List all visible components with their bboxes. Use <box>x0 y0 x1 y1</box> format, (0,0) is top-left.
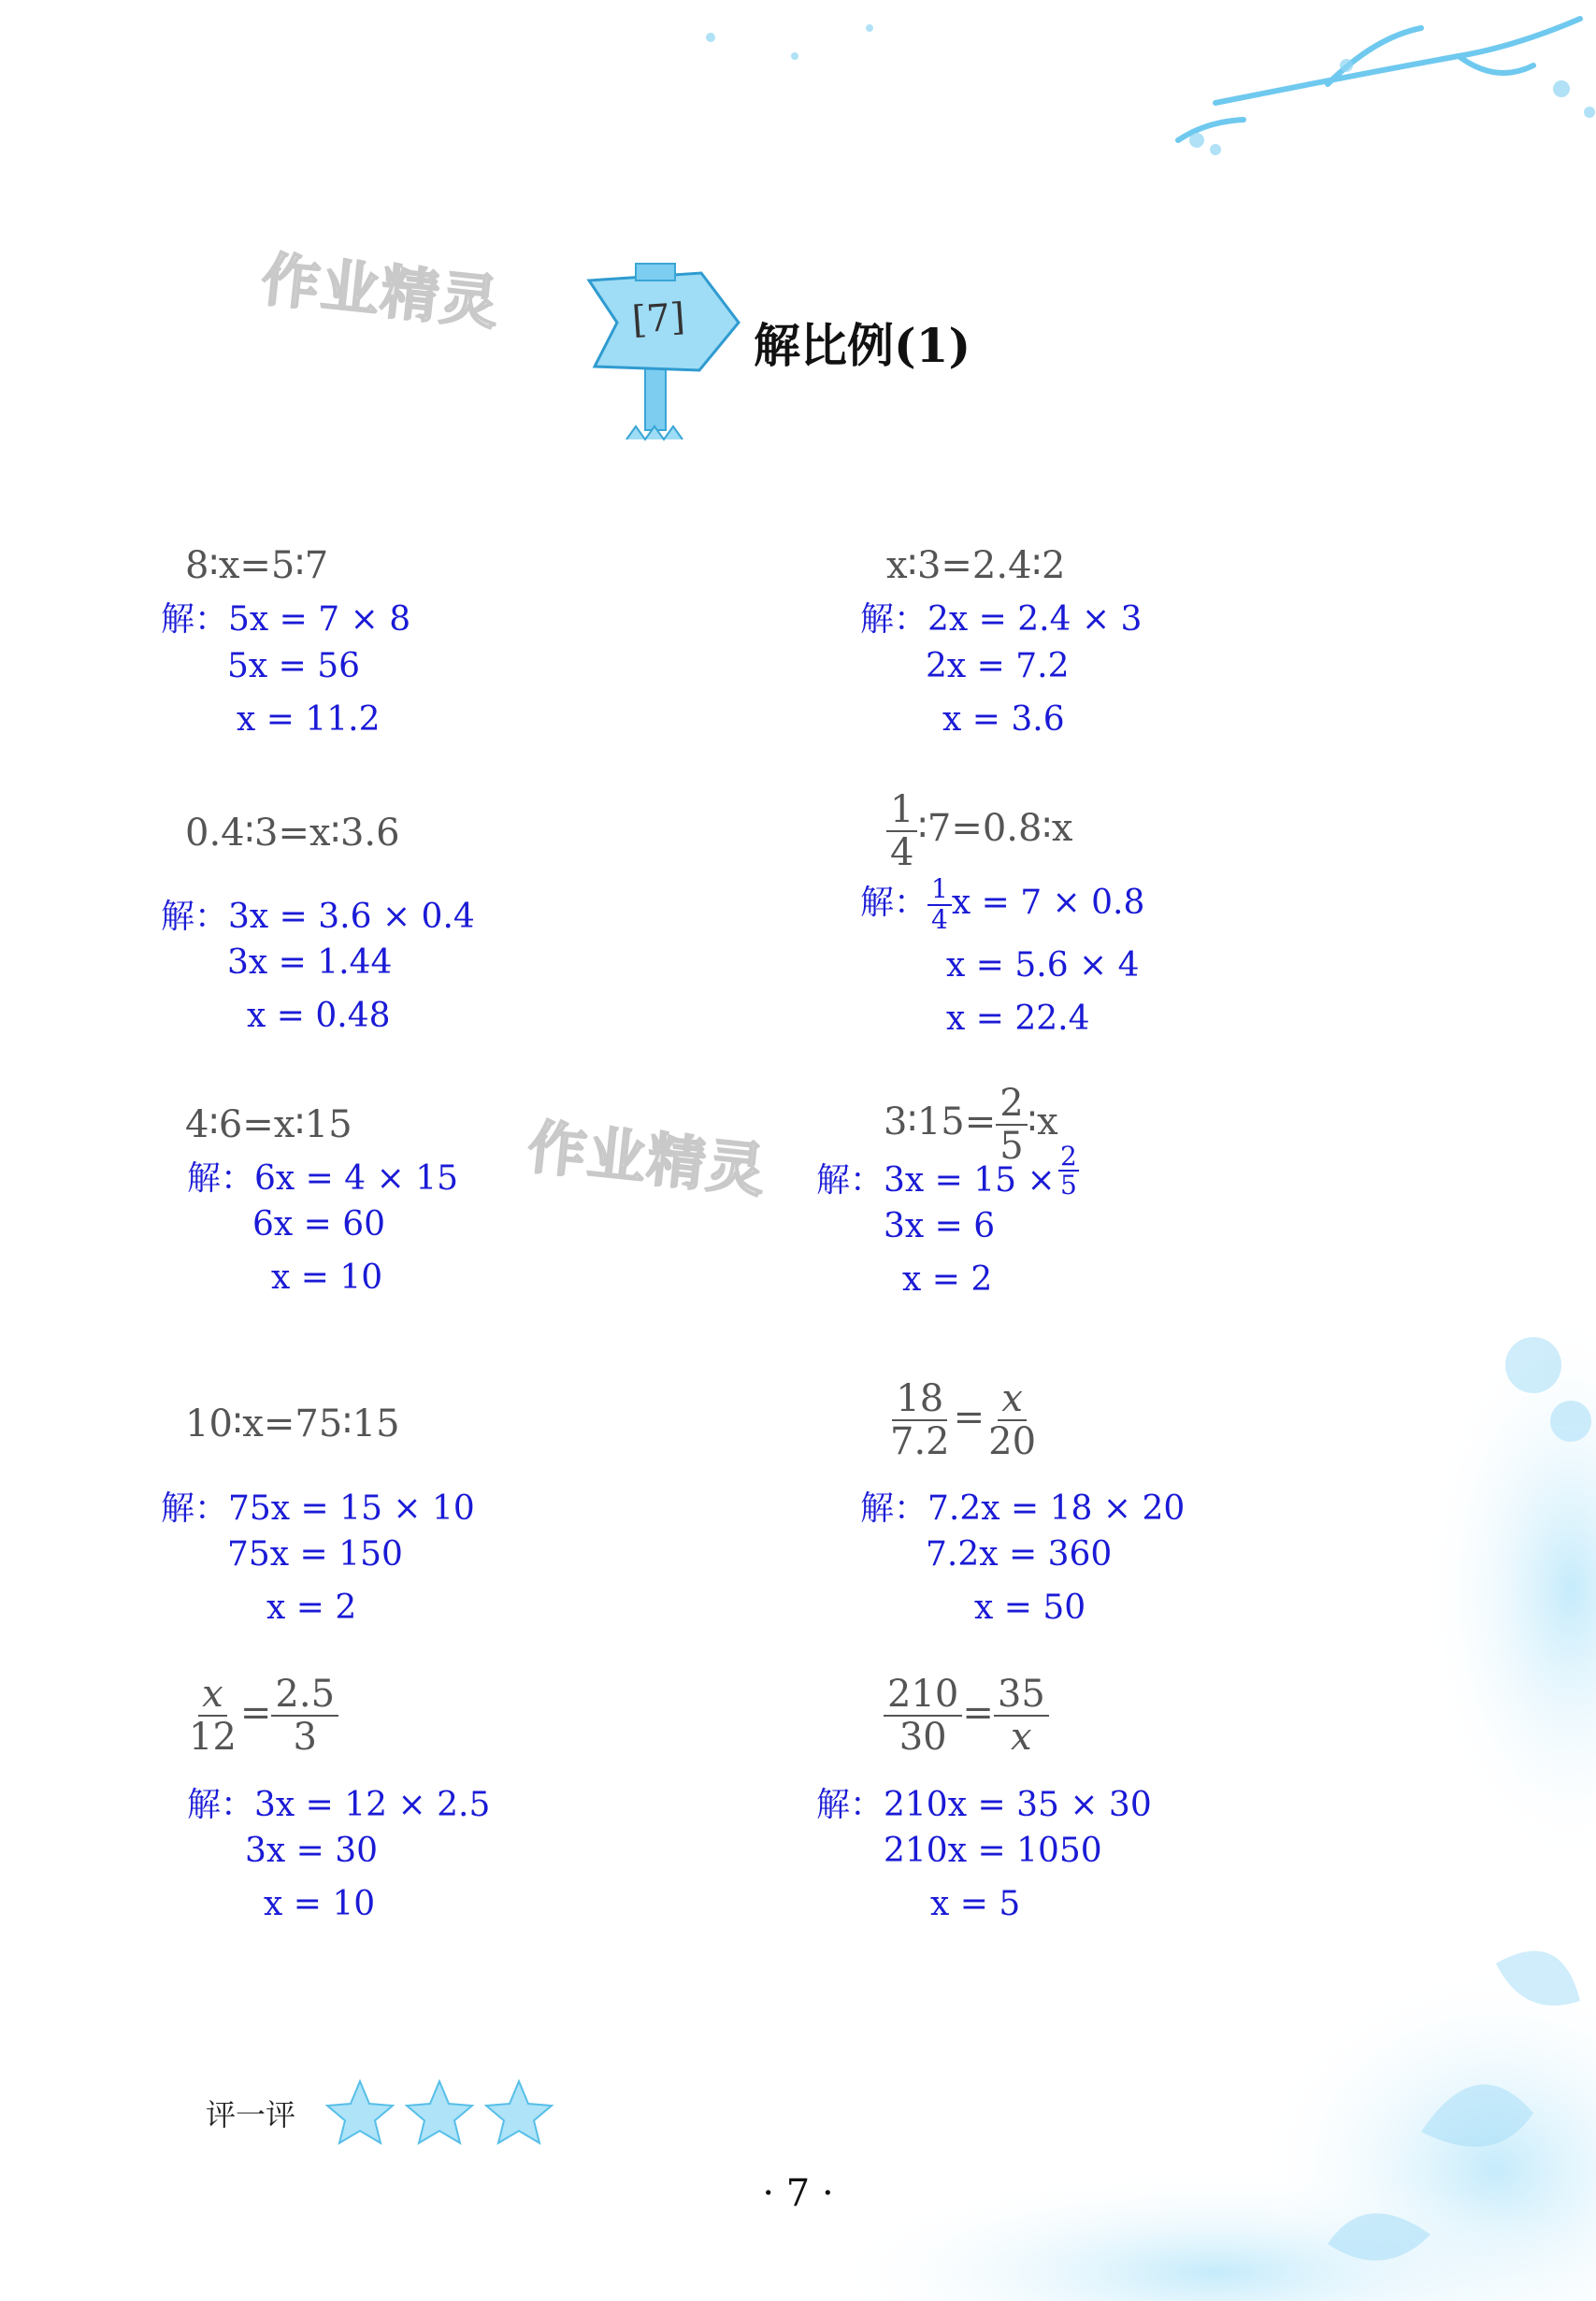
problem-7-step-1: 解：75x = 15 × 10 <box>161 1489 475 1528</box>
problem-6-step-2: 3x = 6 <box>884 1207 996 1245</box>
problem-10-step-1: 解：210x = 35 × 30 <box>816 1786 1152 1824</box>
page-title: 解比例(1) <box>754 318 971 373</box>
problem-2-step-1: 解：2x = 2.4 × 3 <box>860 600 1143 639</box>
problem-8-step-2: 7.2x = 360 <box>926 1535 1113 1574</box>
problem-10-left-fraction: $\frac{210}{30}$ <box>884 1674 962 1758</box>
problem-10-right-fraction: $\frac{35}{x}$ <box>994 1674 1049 1758</box>
problem-3-step-3: x = 0.48 <box>247 997 391 1035</box>
problem-8-left-fraction: $\frac{18}{7.2}$ <box>890 1377 950 1463</box>
problem-7-step-3: x = 2 <box>266 1589 357 1627</box>
problem-6-step-3: x = 2 <box>902 1260 993 1299</box>
problem-6-equation: 3∶15= $\frac{2}{5}$ ∶x <box>884 1082 1058 1168</box>
watermark-top: 作业精灵 <box>258 244 504 338</box>
problem-2-equation: x∶3=2.4∶2 <box>886 544 1066 587</box>
problem-8-step-1: 解：7.2x = 18 × 20 <box>860 1489 1186 1528</box>
problem-10-equation: $\frac{210}{30}$ = $\frac{35}{x}$ <box>884 1674 1049 1758</box>
problem-7-step-2: 75x = 150 <box>227 1535 403 1574</box>
problem-2-step-3: x = 3.6 <box>942 700 1065 739</box>
problem-4-solution-fraction: $\frac{1}{4}$ <box>927 875 952 935</box>
problem-10-step-2: 210x = 1050 <box>884 1832 1102 1870</box>
problem-5-step-1: 解：6x = 4 × 15 <box>187 1159 459 1198</box>
problem-7-equation: 10∶x=75∶15 <box>185 1402 400 1445</box>
problem-9-right-fraction: $\frac{2.5}{3}$ <box>271 1674 338 1758</box>
problem-10-step-3: x = 5 <box>930 1885 1021 1923</box>
problem-5-step-3: x = 10 <box>271 1258 383 1297</box>
problem-8-right-fraction: $\frac{x}{20}$ <box>988 1377 1037 1463</box>
lesson-number: [7] <box>630 295 687 342</box>
problem-4-step-1: 解： $\frac{1}{4}$ x = 7 × 0.8 <box>860 873 1145 935</box>
problem-3-step-2: 3x = 1.44 <box>227 943 393 982</box>
problem-4-step-2: x = 5.6 × 4 <box>946 946 1140 985</box>
problem-9-step-1: 解：3x = 12 × 2.5 <box>187 1786 491 1824</box>
page-number: · 7 · <box>762 2172 834 2215</box>
problem-1-step-3: x = 11.2 <box>237 700 381 739</box>
problem-3-step-1: 解：3x = 3.6 × 0.4 <box>161 898 475 936</box>
problem-8-step-3: x = 50 <box>974 1589 1086 1627</box>
problem-4-equation-rest: ∶7=0.8∶x <box>917 807 1073 850</box>
problem-9-step-3: x = 10 <box>264 1885 376 1923</box>
problem-3-equation: 0.4∶3=x∶3.6 <box>185 812 400 855</box>
problem-1-step-2: 5x = 56 <box>227 647 361 685</box>
problem-9-equation: $\frac{x}{12}$ = $\frac{2.5}{3}$ <box>185 1674 338 1758</box>
problem-4-step-3: x = 22.4 <box>946 999 1090 1038</box>
problem-9-left-fraction: $\frac{x}{12}$ <box>189 1673 237 1759</box>
problem-8-equation: $\frac{18}{7.2}$ = $\frac{x}{20}$ <box>886 1378 1040 1462</box>
problem-4-equation <box>886 789 1072 873</box>
problem-4-fraction: $\frac{1}{4}$ <box>886 789 917 873</box>
problem-9-step-2: 3x = 30 <box>245 1832 379 1870</box>
problem-1-step-1: 解：5x = 7 × 8 <box>161 600 411 639</box>
problem-6-step-1: 解：3x = 15 × <box>816 1161 1056 1200</box>
rating-label: 评一评 <box>206 2097 296 2133</box>
problem-5-step-2: 6x = 60 <box>252 1205 386 1244</box>
problem-1-equation: 8∶x=5∶7 <box>185 544 329 587</box>
problem-6-fraction: $\frac{2}{5}$ <box>996 1083 1027 1167</box>
problem-2-step-2: 2x = 7.2 <box>926 647 1070 685</box>
problem-6-solution-fraction: $\frac{2}{5}$ <box>1060 1141 1077 1201</box>
watermark-middle: 作业精灵 <box>525 1112 770 1206</box>
problem-5-equation: 4∶6=x∶15 <box>185 1103 352 1146</box>
